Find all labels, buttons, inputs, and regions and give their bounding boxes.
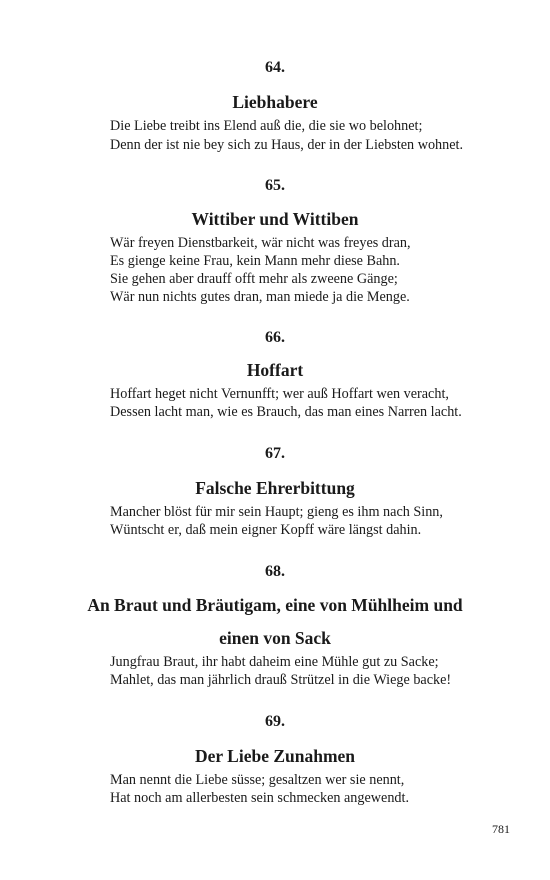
poem-line: Es gienge keine Frau, kein Mann mehr diese Bahn. (110, 253, 400, 269)
poem-number: 68. (265, 563, 285, 580)
poem-line: Mahlet, das man jährlich drauß Strützel in die Wiege backe! (110, 672, 452, 688)
poem-line: Sie gehen aber drauff offt mehr als zweene Gänge; (110, 271, 398, 287)
poem-number: 64. (265, 59, 285, 76)
poem-line: Mancher blöst für mir sein Haupt; gieng es ihm nach Sinn, (110, 504, 443, 520)
poem-line: Hat noch am allerbesten sein schmecken angewendt. (110, 790, 410, 806)
poem-line: Jungfrau Braut, ihr habt daheim eine Mühle gut zu Sacke; (110, 654, 439, 670)
poem-line: Wär nun nichts gutes dran, man miede ja die Menge. (110, 289, 410, 305)
poem-title: Falsche Ehrerbittung (195, 478, 355, 498)
poem-line: Hoffart heget nicht Vernunfft; wer auß Hoffart wen veracht, (110, 386, 449, 402)
poem-title: Der Liebe Zunahmen (194, 746, 356, 766)
poem-title: Liebhabere (232, 92, 318, 112)
poem-title-continued: einen von Sack (219, 628, 331, 648)
page-number: 781 (492, 822, 510, 836)
poem-line: Man nennt die Liebe süsse; gesaltzen wer sie nennt, (110, 772, 405, 788)
poem-line: Wüntscht er, daß mein eigner Kopff wäre längst dahin. (110, 522, 422, 538)
poem-line: Wär freyen Dienstbarkeit, wär nicht was freyes dran, (110, 235, 411, 251)
poem-title: Wittiber und Wittiben (191, 209, 359, 229)
poem-title: An Braut und Bräutigam, eine von Mühlheim und (87, 595, 463, 615)
poem-number: 67. (265, 445, 285, 462)
poem-line: Die Liebe treibt ins Elend auß die, die sie wo belohnet; (110, 118, 423, 134)
poem-number: 66. (265, 329, 285, 346)
poem-line: Denn der ist nie bey sich zu Haus, der in der Liebsten wohnet. (110, 137, 464, 153)
poem-number: 65. (265, 177, 285, 194)
poem-number: 69. (265, 713, 285, 730)
poem-title: Hoffart (246, 360, 304, 380)
poem-line: Dessen lacht man, wie es Brauch, das man eines Narren lacht. (110, 404, 462, 420)
